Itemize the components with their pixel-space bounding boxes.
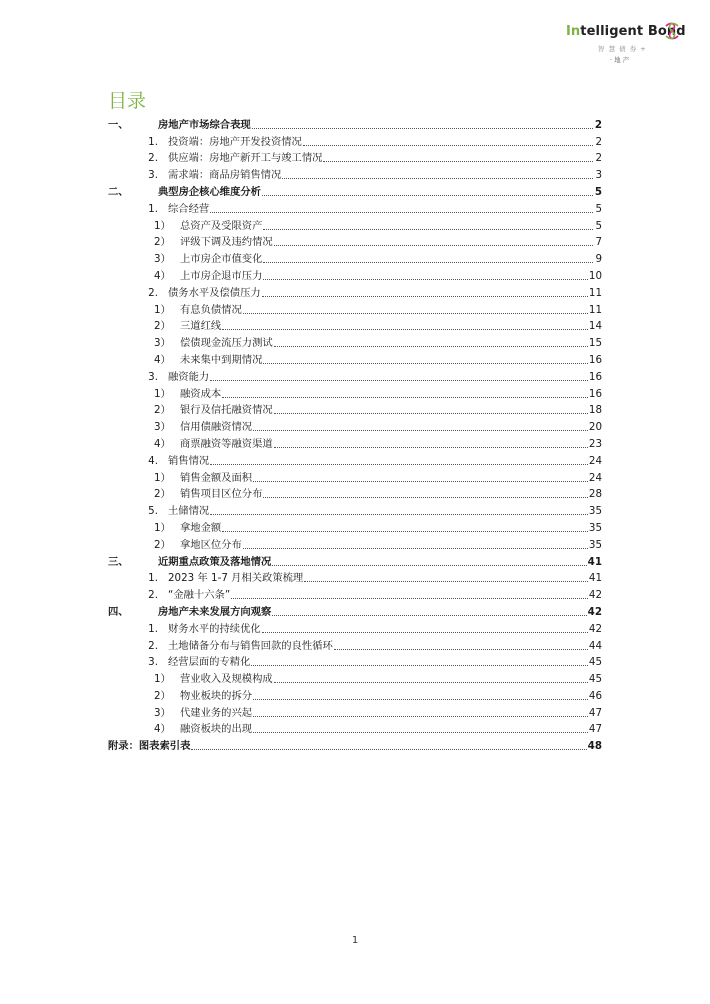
toc-entry-number: 1） — [154, 521, 171, 534]
toc-entry-page[interactable]: 35 — [588, 538, 602, 551]
toc-entry-page[interactable]: 14 — [588, 320, 602, 333]
toc-entry-label[interactable]: 商票融资等融资渠道 — [180, 437, 273, 450]
logo-wordmark-accent: In — [566, 24, 581, 39]
toc-entry-page[interactable]: 3 — [595, 169, 602, 182]
toc-entry-number: 二、 — [108, 185, 129, 198]
dot-leader — [303, 145, 593, 146]
logo-subtitle: 智 慧 债 券 + — [598, 45, 647, 53]
toc-entry-number: 3. — [148, 169, 158, 182]
toc-entry-number: 2. — [148, 152, 158, 165]
dot-leader — [210, 212, 593, 213]
toc-entry-page[interactable]: 16 — [588, 387, 602, 400]
toc-entry[interactable] — [108, 552, 602, 569]
dot-leader — [210, 514, 588, 515]
toc-entry-label[interactable]: 投资端：房地产开发投资情况 — [168, 135, 302, 148]
toc-entry-page[interactable]: 11 — [588, 303, 602, 316]
dot-leader — [263, 363, 588, 364]
dot-leader — [274, 413, 588, 414]
toc-entry[interactable] — [108, 703, 602, 720]
toc-entry[interactable] — [108, 585, 602, 602]
dot-leader — [253, 716, 588, 717]
toc-entry[interactable] — [108, 300, 602, 317]
dot-leader — [263, 229, 593, 230]
toc-entry-number: 1） — [154, 303, 171, 316]
dot-leader — [253, 481, 588, 482]
toc-entry[interactable] — [108, 485, 602, 502]
toc-entry[interactable] — [108, 216, 602, 233]
toc-entry-number: 三、 — [108, 555, 129, 568]
toc-entry-number: 2. — [148, 589, 158, 602]
toc-entry-number: 4） — [154, 269, 171, 282]
toc-entry-label[interactable]: 信用债融资情况 — [180, 421, 253, 434]
toc-entry-label[interactable]: 上市房企退市压力 — [180, 269, 263, 282]
toc-entry-label[interactable]: 代建业务的兴起 — [180, 706, 253, 719]
toc-entry-page[interactable]: 16 — [588, 370, 602, 383]
toc-entry[interactable] — [108, 317, 602, 334]
toc-entry-label[interactable]: 三道红线 — [180, 320, 222, 333]
toc-entry-page[interactable]: 28 — [588, 488, 602, 501]
toc-entry[interactable] — [108, 535, 602, 552]
dot-leader — [251, 665, 588, 666]
toc-entry-number: 2） — [154, 236, 171, 249]
toc-entry[interactable] — [108, 367, 602, 384]
toc-entry-number: 2） — [154, 404, 171, 417]
toc-entry-number: 3） — [154, 253, 171, 266]
dot-leader — [243, 548, 588, 549]
logo-tag: · 地 产 — [610, 56, 630, 64]
toc-entry-page[interactable]: 23 — [588, 437, 602, 450]
toc-entry[interactable] — [108, 669, 602, 686]
toc-entry-number: 2） — [154, 538, 171, 551]
toc-entry-label[interactable]: 上市房企市值变化 — [180, 253, 263, 266]
toc-entry-label[interactable]: 近期重点政策及落地情况 — [158, 555, 272, 568]
dot-leader — [262, 195, 593, 196]
toc-entry-page[interactable]: 45 — [588, 673, 602, 686]
dot-leader — [274, 346, 588, 347]
toc-entry-label[interactable]: 典型房企核心维度分析 — [158, 185, 261, 198]
toc-entry-number: 四、 — [108, 605, 129, 618]
dot-leader — [272, 615, 586, 616]
dot-leader — [323, 161, 593, 162]
toc-entry-page[interactable]: 16 — [588, 353, 602, 366]
toc-entry-label[interactable]: 融资能力 — [168, 370, 210, 383]
toc-entry-number: 5. — [148, 505, 158, 518]
toc-entry-page[interactable]: 2 — [595, 135, 602, 148]
toc-entry-label[interactable]: 营业收入及规模构成 — [180, 673, 273, 686]
toc-entry-label[interactable]: 土地储备分布与销售回款的良性循环 — [168, 639, 333, 652]
dot-leader — [231, 598, 588, 599]
toc-entry-label[interactable]: 销售项目区位分布 — [180, 488, 263, 501]
dot-leader — [253, 699, 588, 700]
toc-entry-number: 4） — [154, 353, 171, 366]
toc-entry-page[interactable]: 18 — [588, 404, 602, 417]
toc-entry-page[interactable]: 2 — [594, 118, 602, 131]
toc-entry[interactable] — [108, 501, 602, 518]
dot-leader — [262, 632, 588, 633]
toc-entry-number: 1. — [148, 135, 158, 148]
toc-entry[interactable] — [108, 434, 602, 451]
toc-entry-number: 一、 — [108, 118, 129, 131]
logo-knot-icon — [662, 20, 682, 42]
toc-entry[interactable] — [108, 619, 602, 636]
dot-leader — [222, 397, 588, 398]
toc-entry-page[interactable]: 9 — [595, 253, 602, 266]
toc-entry-label[interactable]: 2023 年 1-7 月相关政策梳理 — [168, 572, 304, 585]
toc-entry-number: 3. — [148, 656, 158, 669]
toc-entry-number: 2） — [154, 320, 171, 333]
dot-leader — [222, 329, 588, 330]
toc-entry[interactable] — [108, 468, 602, 485]
toc-title: 目录 — [108, 90, 147, 112]
toc-entry[interactable] — [108, 384, 602, 401]
toc-entry-label[interactable]: 房地产市场综合表现 — [158, 118, 251, 131]
toc-entry-page[interactable]: 42 — [588, 589, 602, 602]
toc-entry-label[interactable]: 销售情况 — [168, 454, 210, 467]
toc-entry-page[interactable]: 44 — [588, 639, 602, 652]
toc-entry[interactable] — [108, 401, 602, 418]
toc-entry-number: 3） — [154, 706, 171, 719]
toc-entry-page[interactable]: 10 — [588, 269, 602, 282]
toc-entry-page[interactable]: 11 — [588, 286, 602, 299]
toc-entry-number: 4. — [148, 454, 158, 467]
toc-entry-label[interactable]: 拿地区位分布 — [180, 538, 242, 551]
toc-entry-page[interactable]: 7 — [595, 236, 602, 249]
toc-entry[interactable] — [108, 653, 602, 670]
toc-entry-label[interactable]: 债务水平及偿债压力 — [168, 286, 261, 299]
toc-entry-number: 4） — [154, 437, 171, 450]
toc-entry-label[interactable]: 融资成本 — [180, 387, 222, 400]
toc-entry[interactable] — [108, 736, 602, 753]
toc-entry-page[interactable]: 5 — [595, 219, 602, 232]
toc-entry[interactable] — [108, 636, 602, 653]
toc-entry-label[interactable]: 需求端：商品房销售情况 — [168, 169, 282, 182]
toc-entry[interactable] — [108, 333, 602, 350]
toc-entry-page[interactable]: 35 — [588, 505, 602, 518]
toc-entry-label[interactable]: 融资板块的出现 — [180, 723, 253, 736]
toc-entry-page[interactable]: 35 — [588, 521, 602, 534]
dot-leader — [253, 732, 588, 733]
toc-entry-number: 2） — [154, 689, 171, 702]
toc-entry-number: 1） — [154, 219, 171, 232]
toc-entry-page[interactable]: 46 — [588, 689, 602, 702]
toc-entry-page[interactable]: 20 — [588, 421, 602, 434]
toc-entry[interactable] — [108, 350, 602, 367]
dot-leader — [253, 430, 588, 431]
toc-entry-page[interactable]: 47 — [588, 723, 602, 736]
toc-entry-label[interactable]: 评级下调及违约情况 — [180, 236, 273, 249]
toc-entry-number: 1. — [148, 202, 158, 215]
toc-entry-number: 2） — [154, 488, 171, 501]
toc-entry-label[interactable]: 销售金额及面积 — [180, 471, 253, 484]
dot-leader — [282, 178, 593, 179]
dot-leader — [191, 749, 586, 750]
toc-entry-label[interactable]: 财务水平的持续优化 — [168, 622, 261, 635]
toc-entry-number: 4） — [154, 723, 171, 736]
dot-leader — [222, 531, 588, 532]
toc-entry-page[interactable]: 45 — [588, 656, 602, 669]
toc-entry[interactable] — [108, 266, 602, 283]
toc-entry-number: 3. — [148, 370, 158, 383]
toc-entry-page[interactable]: 47 — [588, 706, 602, 719]
toc-entry[interactable] — [108, 115, 602, 132]
dot-leader — [274, 447, 588, 448]
toc-entry-label[interactable]: 总资产及受限资产 — [180, 219, 263, 232]
toc-entry-label[interactable]: “金融十六条” — [168, 589, 231, 602]
dot-leader — [274, 682, 588, 683]
dot-leader — [272, 565, 586, 566]
toc-entry-label[interactable]: 房地产未来发展方向观察 — [158, 605, 272, 618]
toc-entry-label[interactable]: 土储情况 — [168, 505, 210, 518]
dot-leader — [252, 128, 593, 129]
toc-entry-number: 1） — [154, 673, 171, 686]
brand-logo — [566, 24, 686, 68]
toc-entry-page[interactable]: 42 — [588, 622, 602, 635]
toc-entry-number: 2. — [148, 639, 158, 652]
toc-entry-label[interactable]: 未来集中到期情况 — [180, 353, 263, 366]
dot-leader — [263, 279, 588, 280]
toc-entry-number: 1） — [154, 471, 171, 484]
dot-leader — [334, 649, 588, 650]
toc-entry-label[interactable]: 有息负债情况 — [180, 303, 242, 316]
toc-entry-number: 3） — [154, 421, 171, 434]
toc-entry-page[interactable]: 15 — [588, 337, 602, 350]
toc-entry[interactable] — [108, 249, 602, 266]
dot-leader — [263, 497, 588, 498]
toc-entry-label[interactable]: 经营层面的专精化 — [168, 656, 251, 669]
toc-entry-number: 1. — [148, 622, 158, 635]
toc-entry-label[interactable]: 物业板块的拆分 — [180, 689, 253, 702]
page-number: 1 — [351, 935, 359, 946]
dot-leader — [304, 581, 588, 582]
dot-leader — [274, 245, 593, 246]
toc-entry[interactable] — [108, 233, 602, 250]
toc-entry-number: 2. — [148, 286, 158, 299]
toc-entry-label[interactable]: 附录：图表索引表 — [108, 740, 191, 753]
toc-entry-label[interactable]: 银行及信托融资情况 — [180, 404, 273, 417]
toc-entry[interactable] — [108, 165, 602, 182]
toc-entry-label[interactable]: 偿债现金流压力测试 — [180, 337, 273, 350]
toc-entry-page[interactable]: 41 — [588, 572, 602, 585]
toc-entry[interactable] — [108, 199, 602, 216]
toc-entry-page[interactable]: 48 — [587, 740, 602, 753]
logo-wordmark-rest: telligent Bond — [580, 24, 686, 39]
dot-leader — [210, 380, 588, 381]
toc-entry-label[interactable]: 供应端：房地产新开工与竣工情况 — [168, 152, 323, 165]
dot-leader — [263, 262, 593, 263]
toc-entry[interactable] — [108, 182, 602, 199]
toc-entry[interactable] — [108, 569, 602, 586]
toc-entry-page[interactable]: 2 — [595, 152, 602, 165]
dot-leader — [262, 296, 588, 297]
toc-entry[interactable] — [108, 132, 602, 149]
toc-entry[interactable] — [108, 518, 602, 535]
toc-entry-page[interactable]: 41 — [587, 555, 602, 568]
toc-entry[interactable] — [108, 720, 602, 737]
table-of-contents — [108, 115, 602, 753]
toc-entry-number: 1. — [148, 572, 158, 585]
toc-entry-label[interactable]: 综合经营 — [168, 202, 210, 215]
toc-entry-page[interactable]: 5 — [594, 185, 602, 198]
toc-entry-page[interactable]: 24 — [588, 471, 602, 484]
dot-leader — [210, 464, 588, 465]
toc-entry[interactable] — [108, 149, 602, 166]
toc-entry[interactable] — [108, 602, 602, 619]
toc-entry[interactable] — [108, 451, 602, 468]
toc-entry-label[interactable]: 拿地金额 — [180, 521, 222, 534]
toc-entry[interactable] — [108, 417, 602, 434]
toc-entry[interactable] — [108, 283, 602, 300]
toc-entry-number: 1） — [154, 387, 171, 400]
toc-entry-page[interactable]: 24 — [588, 454, 602, 467]
toc-entry-page[interactable]: 5 — [595, 202, 602, 215]
toc-entry[interactable] — [108, 686, 602, 703]
toc-entry-page[interactable]: 42 — [587, 605, 602, 618]
dot-leader — [243, 313, 588, 314]
toc-entry-number: 3） — [154, 337, 171, 350]
